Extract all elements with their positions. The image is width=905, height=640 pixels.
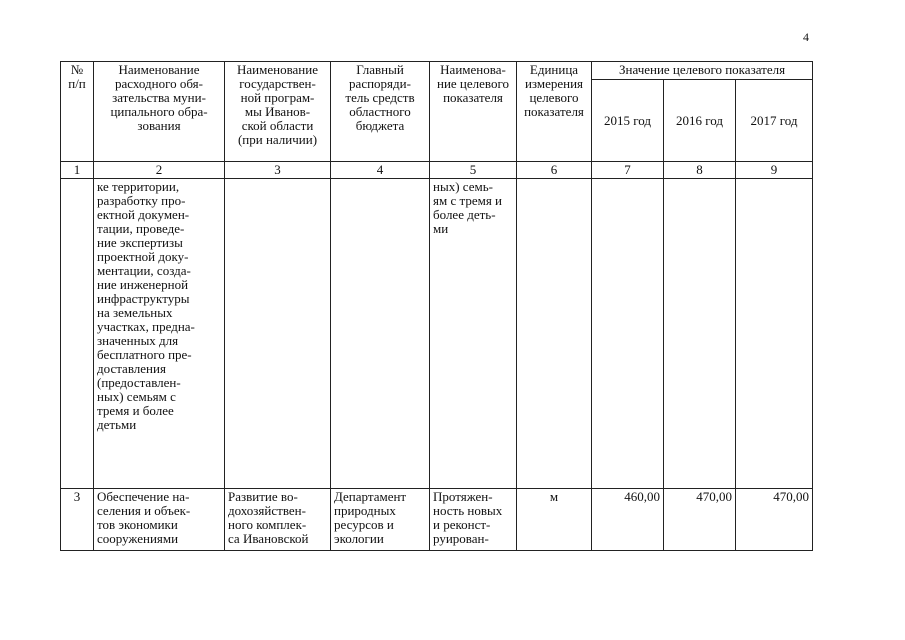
header-year-2016: 2016 год	[664, 80, 736, 162]
table-row-3	[61, 489, 813, 551]
page-number: 4	[803, 30, 809, 44]
col-number: 4	[331, 162, 430, 179]
cell-indicator: ных) семь- ям с тремя и более деть- ми	[430, 179, 517, 489]
cell-obligation: Обеспечение на- селения и объек- тов экономики сооружениями	[94, 489, 225, 551]
col-number: 2	[94, 162, 225, 179]
header-num: № п/п	[61, 62, 94, 162]
col-number: 6	[517, 162, 592, 179]
col-number: 8	[664, 162, 736, 179]
cell-obligation: ке территории, разработку про- ектной докумен- тации, проведе- ние экспертизы проектной доку- ментации, созда- ние инженерной инфраструктуры на земельных участках, предна- значенных для бесплатного пре- доставления (предоставлен- ных) семьям с тремя и более детьми	[94, 179, 225, 489]
cell-program: Развитие во- дохозяйствен- ного комплек- са Ивановской	[225, 489, 331, 551]
col-number: 5	[430, 162, 517, 179]
header-program: Наименование государствен- ной програм- мы Иванов- ской области (при наличии)	[225, 62, 331, 162]
col-number: 3	[225, 162, 331, 179]
indicator-table	[60, 61, 813, 551]
header-obligation: Наименование расходного обя- зательства муни- ципального обра- зования	[94, 62, 225, 162]
col-number: 9	[736, 162, 813, 179]
cell-value-2016: 470,00	[664, 489, 736, 551]
cell	[736, 179, 813, 489]
cell	[225, 179, 331, 489]
header-year-2015: 2015 год	[592, 80, 664, 162]
col-number: 7	[592, 162, 664, 179]
cell-value-2017: 470,00	[736, 489, 813, 551]
cell-value-2015: 460,00	[592, 489, 664, 551]
cell	[592, 179, 664, 489]
header-unit: Единица измерения целевого показателя	[517, 62, 592, 162]
cell-manager: Департамент природных ресурсов и экологии	[331, 489, 430, 551]
header-target-group: Значение целевого показателя	[592, 62, 813, 80]
cell	[61, 179, 94, 489]
col-number: 1	[61, 162, 94, 179]
cell-indicator: Протяжен- ность новых и реконст- руирован-	[430, 489, 517, 551]
cell-unit: м	[517, 489, 592, 551]
header-manager: Главный распоряди- тель средств областного бюджета	[331, 62, 430, 162]
header-year-2017: 2017 год	[736, 80, 813, 162]
header-indicator: Наименова- ние целевого показателя	[430, 62, 517, 162]
cell	[331, 179, 430, 489]
cell-row-number: 3	[61, 489, 94, 551]
table-row-continued	[61, 179, 813, 489]
cell	[664, 179, 736, 489]
cell	[517, 179, 592, 489]
